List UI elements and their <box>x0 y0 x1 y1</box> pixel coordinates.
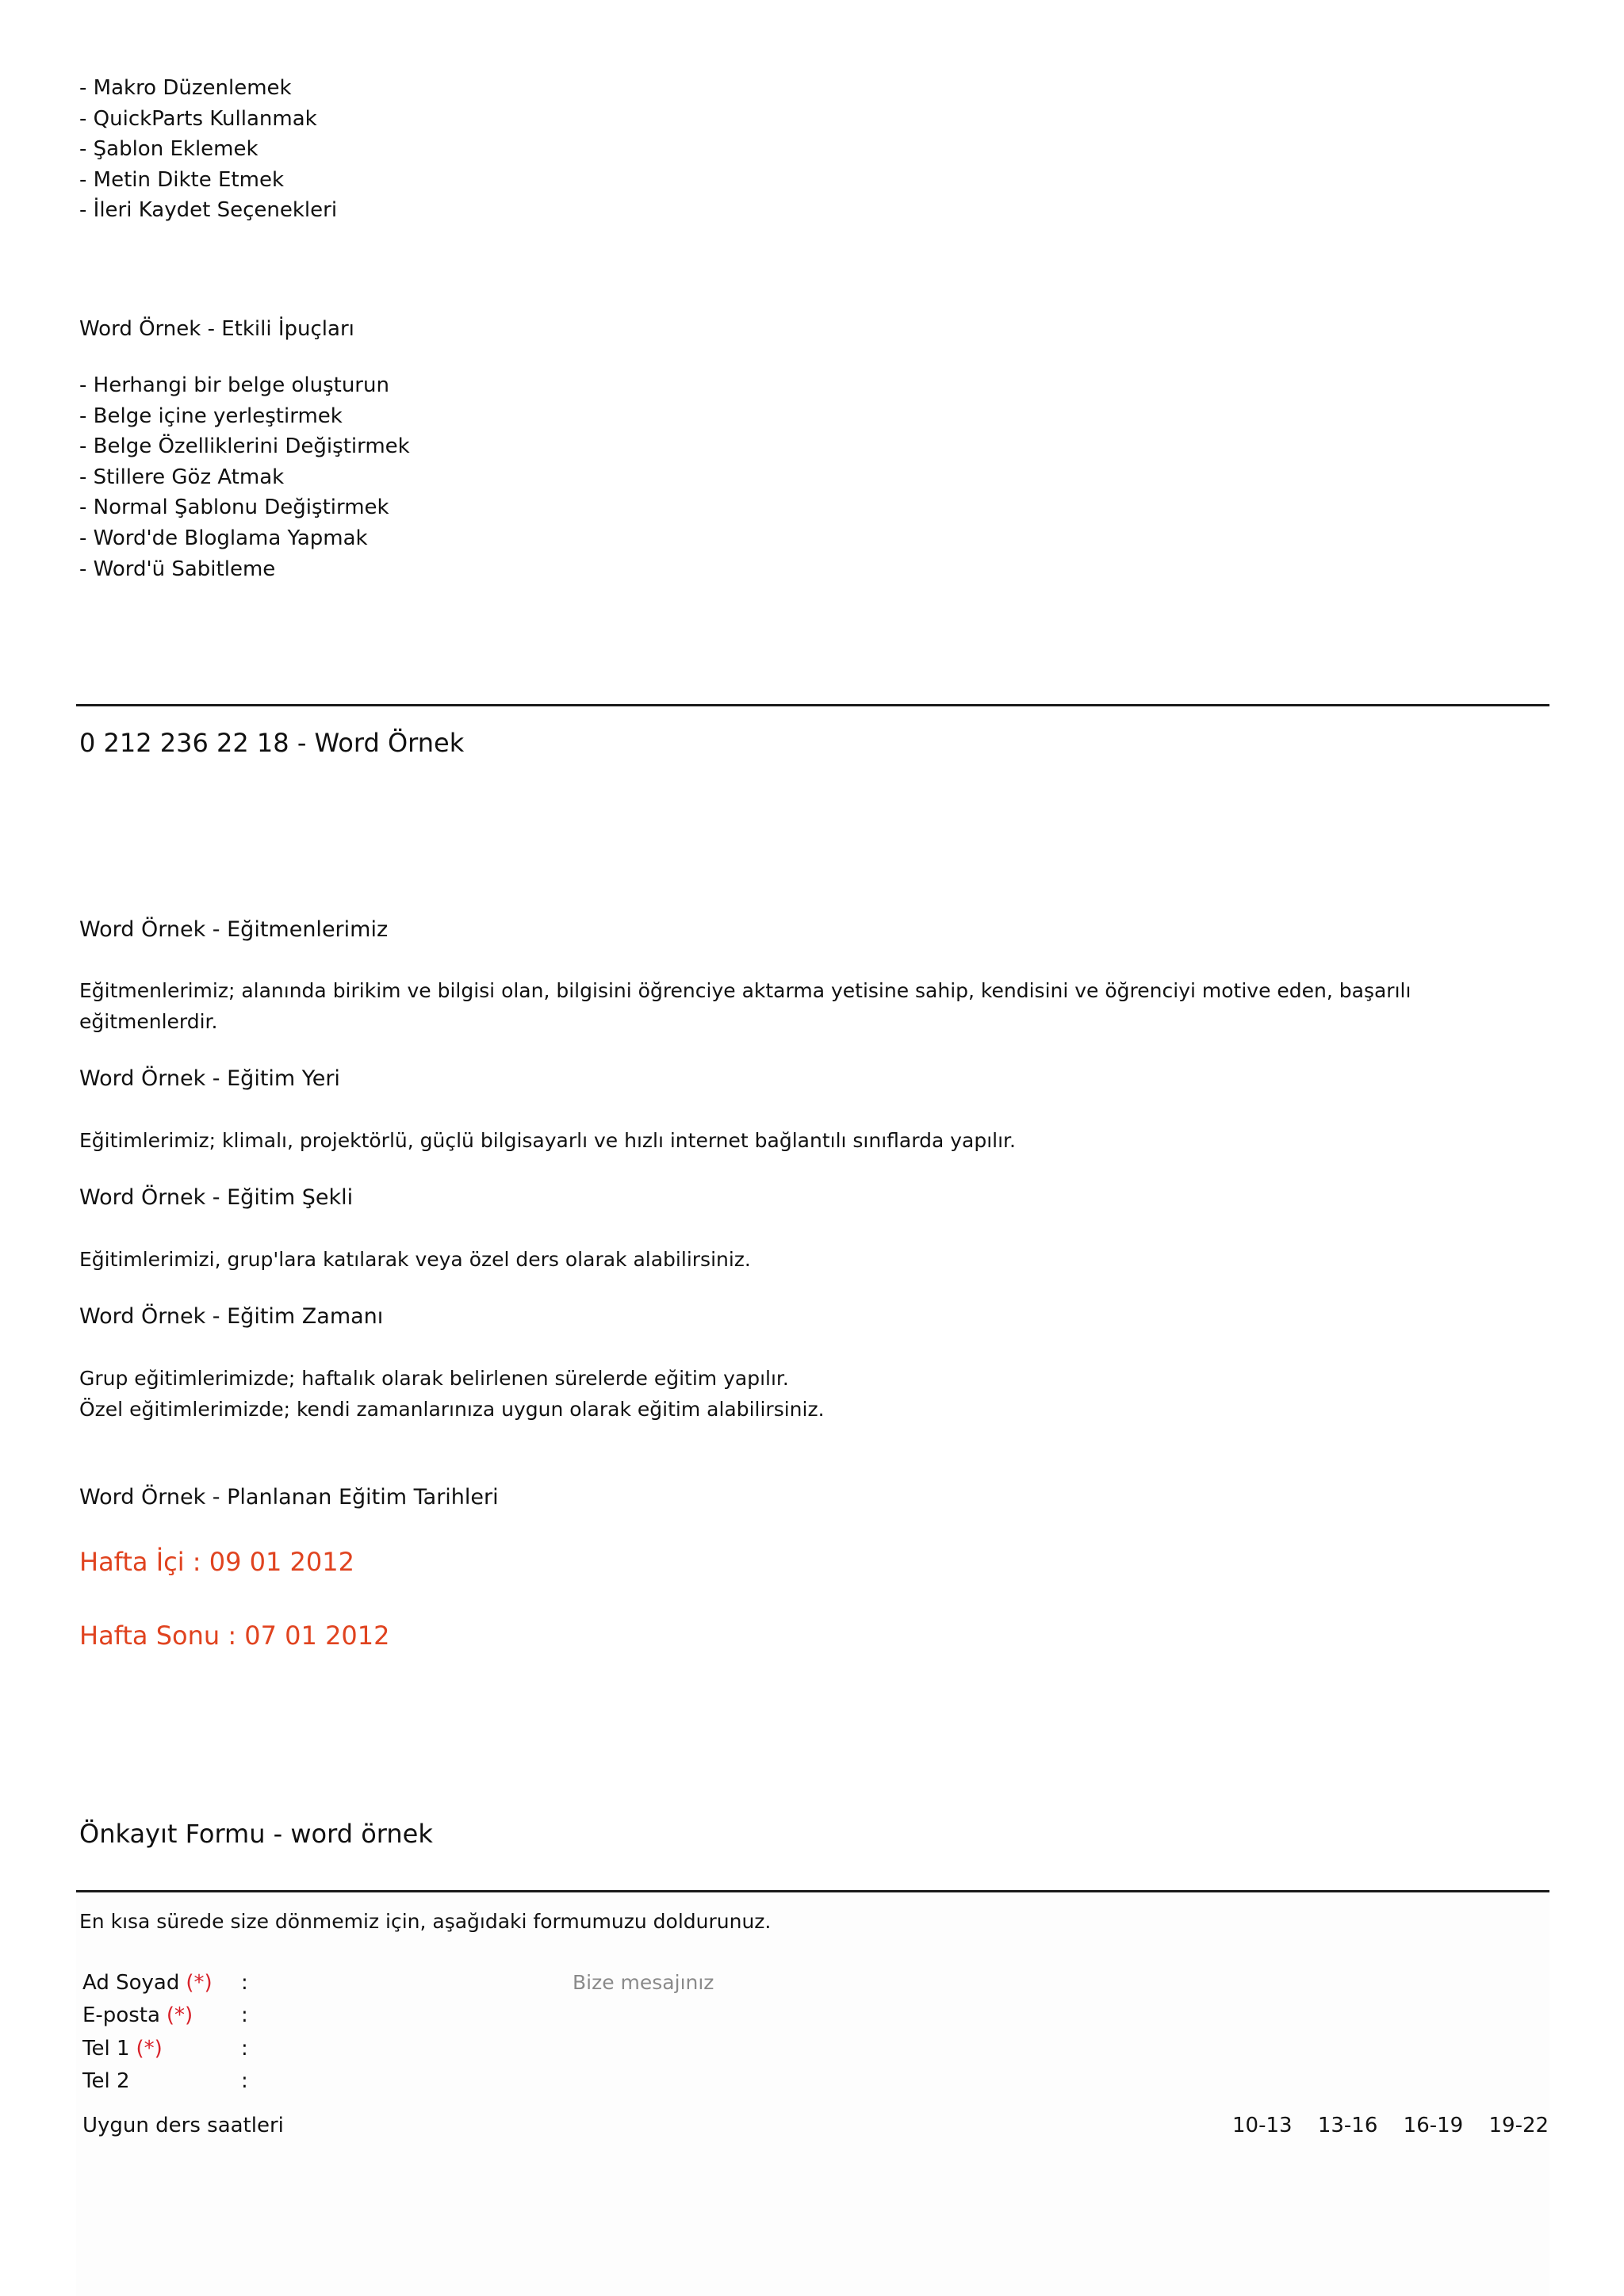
list-item: - Şablon Eklemek <box>79 137 259 162</box>
list-item: - Belge Özelliklerini Değiştirmek <box>79 434 410 459</box>
place-text: Eğitimlerimiz; klimalı, projektörlü, güçlü bilgisayarlı ve hızlı internet bağlantılı sınıflarda yapılır. <box>79 1129 1016 1152</box>
field-colon: : <box>241 2003 248 2027</box>
name-field[interactable] <box>82 1969 248 1997</box>
field-label: Ad Soyad <box>82 1971 180 1995</box>
list-item: - Belge içine yerleştirmek <box>79 404 343 428</box>
registration-form <box>76 1893 1549 2296</box>
registration-form-title: Önkayıt Formu - word örnek <box>79 1819 433 1849</box>
feature-list <box>79 73 337 226</box>
phone-1-field[interactable] <box>82 2034 248 2063</box>
training-type-heading: Word Örnek - Eğitim Şekli <box>79 1185 354 1210</box>
field-label: E-posta <box>82 2003 160 2027</box>
hour-option-16-19[interactable]: 16-19 <box>1403 2114 1464 2137</box>
tips-list <box>79 370 410 584</box>
hour-option-19-22[interactable]: 19-22 <box>1488 2114 1549 2137</box>
tips-heading: Word Örnek - Etkili İpuçları <box>79 317 354 341</box>
phone-2-field[interactable] <box>82 2067 248 2095</box>
field-colon: : <box>241 2037 248 2061</box>
required-mark: (*) <box>186 1971 213 1995</box>
message-textarea[interactable]: Bize mesajınız <box>573 1971 714 1994</box>
field-colon: : <box>241 1971 248 1995</box>
required-mark: (*) <box>166 2003 193 2027</box>
list-item: - Normal Şablonu Değiştirmek <box>79 496 389 520</box>
required-mark: (*) <box>136 2037 163 2061</box>
field-label: Tel 2 <box>82 2069 130 2093</box>
training-time-heading: Word Örnek - Eğitim Zamanı <box>79 1304 384 1329</box>
phone-title: 0 212 236 22 18 - Word Örnek <box>79 728 465 758</box>
list-item: - Stillere Göz Atmak <box>79 465 285 489</box>
email-field[interactable] <box>82 2001 248 2030</box>
planned-dates-heading: Word Örnek - Planlanan Eğitim Tarihleri <box>79 1485 499 1510</box>
divider <box>76 704 1549 706</box>
place-heading: Word Örnek - Eğitim Yeri <box>79 1066 340 1091</box>
field-colon: : <box>241 2069 248 2093</box>
hour-option-13-16[interactable]: 13-16 <box>1317 2114 1378 2137</box>
list-item: - Herhangi bir belge oluşturun <box>79 373 389 397</box>
available-hours-options <box>1232 2111 1549 2140</box>
list-item: - İleri Kaydet Seçenekleri <box>79 198 338 223</box>
list-item: - Metin Dikte Etmek <box>79 167 284 192</box>
available-hours-label: Uygun ders saatleri <box>82 2114 284 2137</box>
weekday-date: Hafta İçi : 09 01 2012 <box>79 1547 354 1577</box>
trainers-heading: Word Örnek - Eğitmenlerimiz <box>79 917 389 942</box>
trainers-text: Eğitmenlerimiz; alanında birikim ve bilgisi olan, bilgisini öğrenciye aktarma yetisine sahip, kendisini ve öğrenciyi motive eden, başarılı eğitmenlerdir. <box>79 979 1411 1033</box>
weekend-date: Hafta Sonu : 07 01 2012 <box>79 1621 390 1651</box>
training-type-text: Eğitimlerimizi, grup'lara katılarak veya özel ders olarak alabilirsiniz. <box>79 1248 751 1271</box>
training-time-text-2: Özel eğitimlerimizde; kendi zamanlarınıza uygun olarak eğitim alabilirsiniz. <box>79 1398 825 1421</box>
divider <box>76 1890 1549 1892</box>
field-label: Tel 1 <box>82 2037 130 2061</box>
hour-option-10-13[interactable]: 10-13 <box>1232 2114 1293 2137</box>
list-item: - Makro Düzenlemek <box>79 76 292 100</box>
form-intro: En kısa sürede size dönmemiz için, aşağıdaki formumuzu doldurunuz. <box>79 1910 772 1933</box>
list-item: - Word'de Bloglama Yapmak <box>79 526 368 550</box>
list-item: - Word'ü Sabitleme <box>79 557 276 581</box>
training-time-text-1: Grup eğitimlerimizde; haftalık olarak belirlenen sürelerde eğitim yapılır. <box>79 1367 789 1390</box>
list-item: - QuickParts Kullanmak <box>79 106 317 131</box>
